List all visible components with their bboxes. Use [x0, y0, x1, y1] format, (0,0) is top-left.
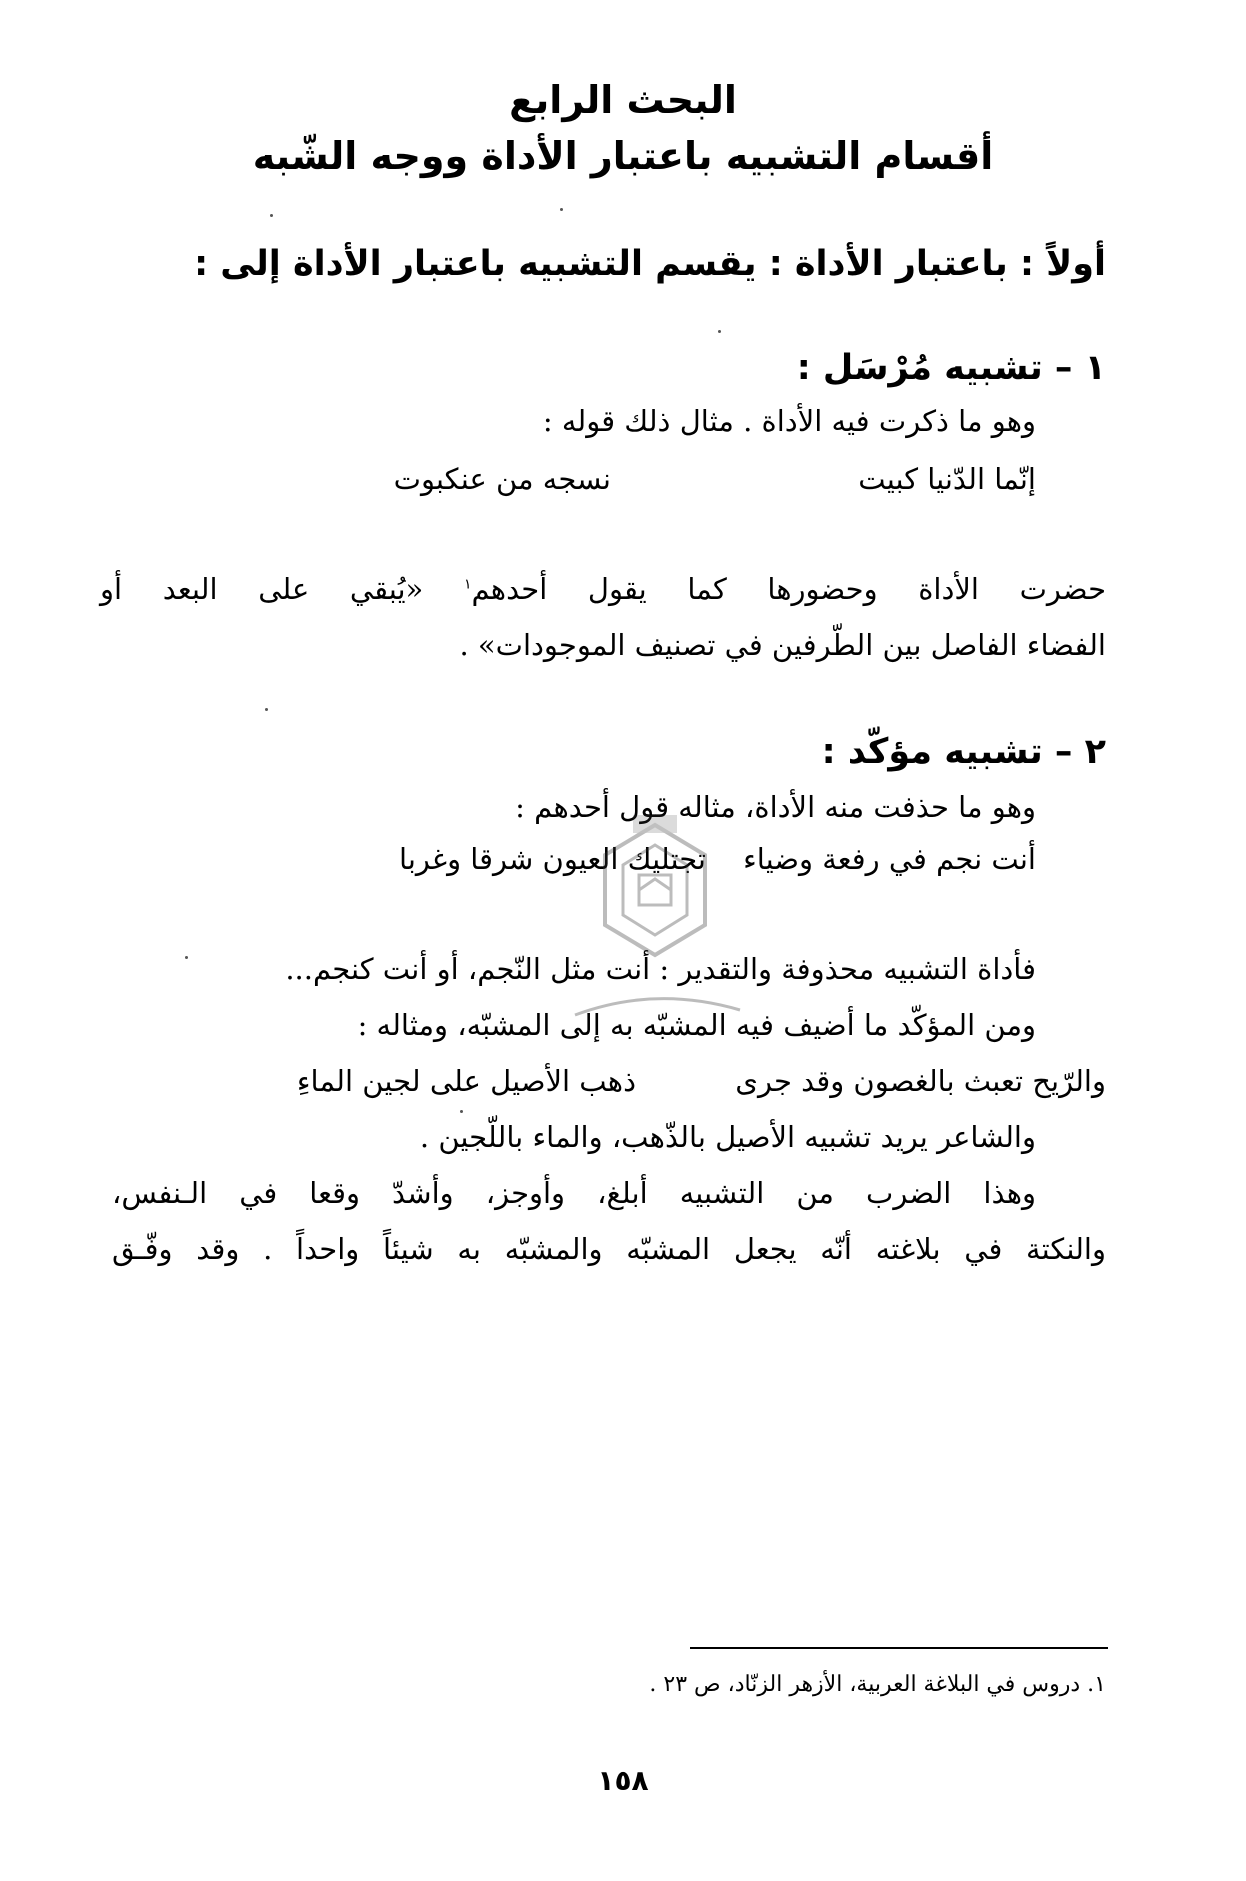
item1-paragraph-line1 — [100, 572, 1106, 606]
item1-paragraph-start: حضرت الأداة وحضورها كما يقول أحدهم — [471, 572, 1106, 606]
scan-speck — [560, 208, 563, 211]
item2-line2: ومن المؤكّد ما أضيف فيه المشبّه به إلى المشبّه، ومثاله : — [357, 1008, 1036, 1042]
scan-speck — [460, 1110, 463, 1113]
item2-verse-first-hemistich: أنت نجم في رفعة وضياء — [743, 842, 1036, 876]
item2-line4: وهذا الضرب من التشبيه أبلغ، وأوجز، وأشدّ وقعا في الـنفس، — [112, 1176, 1036, 1210]
scan-speck — [718, 330, 721, 333]
seal-watermark-icon — [555, 815, 755, 1045]
item2-verse2-second-hemistich: ذهب الأصيل على لجين الماءِ — [296, 1064, 636, 1098]
item2-line3: والشاعر يريد تشبيه الأصيل بالذّهب، والماء باللّجين . — [419, 1120, 1036, 1154]
item1-heading: ١ – تشبيه مُرْسَل : — [796, 348, 1106, 388]
scan-speck — [185, 956, 188, 959]
item2-verse-second-hemistich: تجتليك العيون شرقا وغربا — [399, 842, 706, 876]
item1-verse-first-hemistich: إنّما الدّنيا كبيت — [858, 462, 1036, 496]
item2-heading: ٢ – تشبيه مؤكّد : — [821, 732, 1106, 772]
chapter-title: البحث الرابع — [509, 78, 737, 122]
item2-definition: وهو ما حذفت منه الأداة، مثاله قول أحدهم : — [515, 790, 1036, 824]
item2-line5: والنكتة في بلاغته أنّه يجعل المشبّه والمشبّه به شيئاً واحداً . وقد وفّـق — [112, 1232, 1106, 1266]
footnote-marker[interactable]: ١ — [463, 576, 472, 593]
scan-speck — [270, 214, 273, 217]
item1-verse-second-hemistich: نسجه من عنكبوت — [393, 462, 611, 496]
item2-line1: فأداة التشبيه محذوفة والتقدير : أنت مثل النّجم، أو أنت كنجم... — [285, 952, 1036, 986]
item1-definition: وهو ما ذكرت فيه الأداة . مثال ذلك قوله : — [542, 404, 1036, 438]
item1-paragraph-line2: الفضاء الفاصل بين الطّرفين في تصنيف الموجودات» . — [459, 628, 1106, 662]
chapter-subtitle: أقسام التشبيه باعتبار الأداة ووجه الشّبه — [252, 134, 994, 178]
scan-speck — [265, 708, 268, 711]
item1-paragraph-quote: «يُبقي على البعد أو — [100, 572, 424, 606]
footnote-text: ١. دروس في البلاغة العربية، الأزهر الزنّاد، ص ٢٣ . — [649, 1672, 1106, 1697]
section-heading: أولاً : باعتبار الأداة : يقسم التشبيه باعتبار الأداة إلى : — [194, 244, 1106, 284]
item2-verse2-first-hemistich: والرّيح تعبث بالغصون وقد جرى — [735, 1064, 1106, 1098]
page-number: ١٥٨ — [597, 1764, 649, 1797]
footnote-separator — [690, 1647, 1108, 1649]
